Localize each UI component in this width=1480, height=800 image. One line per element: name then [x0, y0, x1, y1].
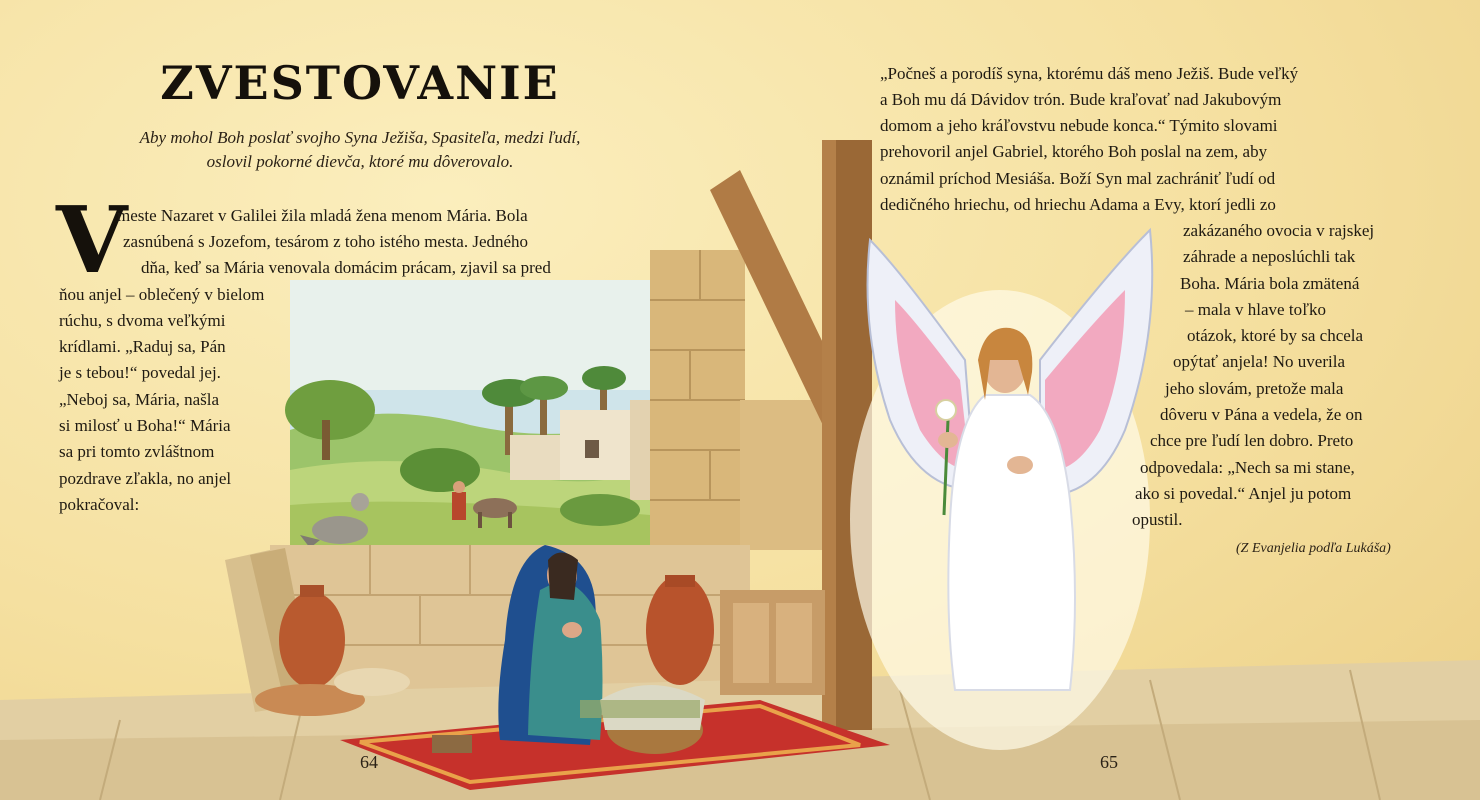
text-line: ňou anjel – oblečený v bielom [59, 285, 265, 304]
text-line: „Počneš a porodíš syna, ktorému dáš meno Ježiš. Bude veľký [880, 64, 1299, 83]
text-line: otázok, ktoré by sa chcela [1187, 326, 1364, 345]
text-line: dôveru v Pána a vedela, že on [1160, 405, 1363, 424]
text-line: je s tebou!“ povedal jej. [59, 363, 221, 382]
text-line: chce pre ľudí len dobro. Preto [1150, 431, 1354, 450]
chapter-title: ZVESTOVANIE [160, 56, 560, 110]
text-line: prehovoril anjel Gabriel, ktorého Boh poslal na zem, aby [880, 142, 1268, 161]
text-line: zakázaného ovocia v rajskej [1183, 221, 1375, 240]
text-line: Boha. Mária bola zmätená [1180, 274, 1360, 293]
text-line: opustil. [1132, 510, 1183, 529]
source-citation: (Z Evanjelia podľa Lukáša) [1236, 541, 1391, 556]
text-line: a Boh mu dá Dávidov trón. Bude kraľovať nad Jakubovým [880, 90, 1282, 109]
text-line: – mala v hlave toľko [1185, 300, 1326, 319]
text-line: ako si povedal.“ Anjel ju potom [1135, 484, 1352, 503]
text-line: pokračoval: [59, 495, 140, 514]
chapter-subtitle [70, 126, 650, 174]
text-line: meste Nazaret v Galilei žila mladá žena menom Mária. Bola [117, 206, 528, 225]
text-line: oznámil príchod Mesiáša. Boží Syn mal zachrániť ľudí od [880, 169, 1276, 188]
page-number-left: 64 [360, 752, 378, 772]
text-line: zasnúbená s Jozefom, tesárom z toho istého mesta. Jedného [123, 232, 529, 251]
drop-cap: V [56, 186, 128, 294]
subtitle-line: Aby mohol Boh poslať svojho Syna Ježiša, Spasiteľa, medzi ľudí, [139, 128, 581, 147]
text-line: „Neboj sa, Mária, našla [59, 390, 220, 409]
text-line: pozdrave zľakla, no anjel [59, 469, 232, 488]
text-line: krídlami. „Raduj sa, Pán [59, 337, 226, 356]
text-line: záhrade a neposlúchli tak [1183, 247, 1356, 266]
text-line: jeho slovám, pretože mala [1165, 379, 1344, 398]
window-landscape [285, 280, 660, 550]
text-line: opýtať anjela! No uverila [1173, 352, 1346, 371]
subtitle-line: oslovil pokorné dievča, ktoré mu dôverovalo. [206, 152, 514, 171]
text-line: si milosť u Boha!“ Mária [59, 416, 231, 435]
page-number-right: 65 [1100, 752, 1118, 772]
text-line: dedičného hriechu, od hriechu Adama a Evy, ktorí jedli zo [880, 195, 1276, 214]
text-line: dňa, keď sa Mária venovala domácim prácam, zjavil sa pred [141, 258, 551, 277]
text-line: sa pri tomto zvláštnom [59, 442, 215, 461]
text-line: odpovedala: „Nech sa mi stane, [1140, 458, 1355, 477]
text-line: rúchu, s dvoma veľkými [59, 311, 226, 330]
text-line: domom a jeho kráľovstvu nebude konca.“ Týmito slovami [880, 116, 1278, 135]
